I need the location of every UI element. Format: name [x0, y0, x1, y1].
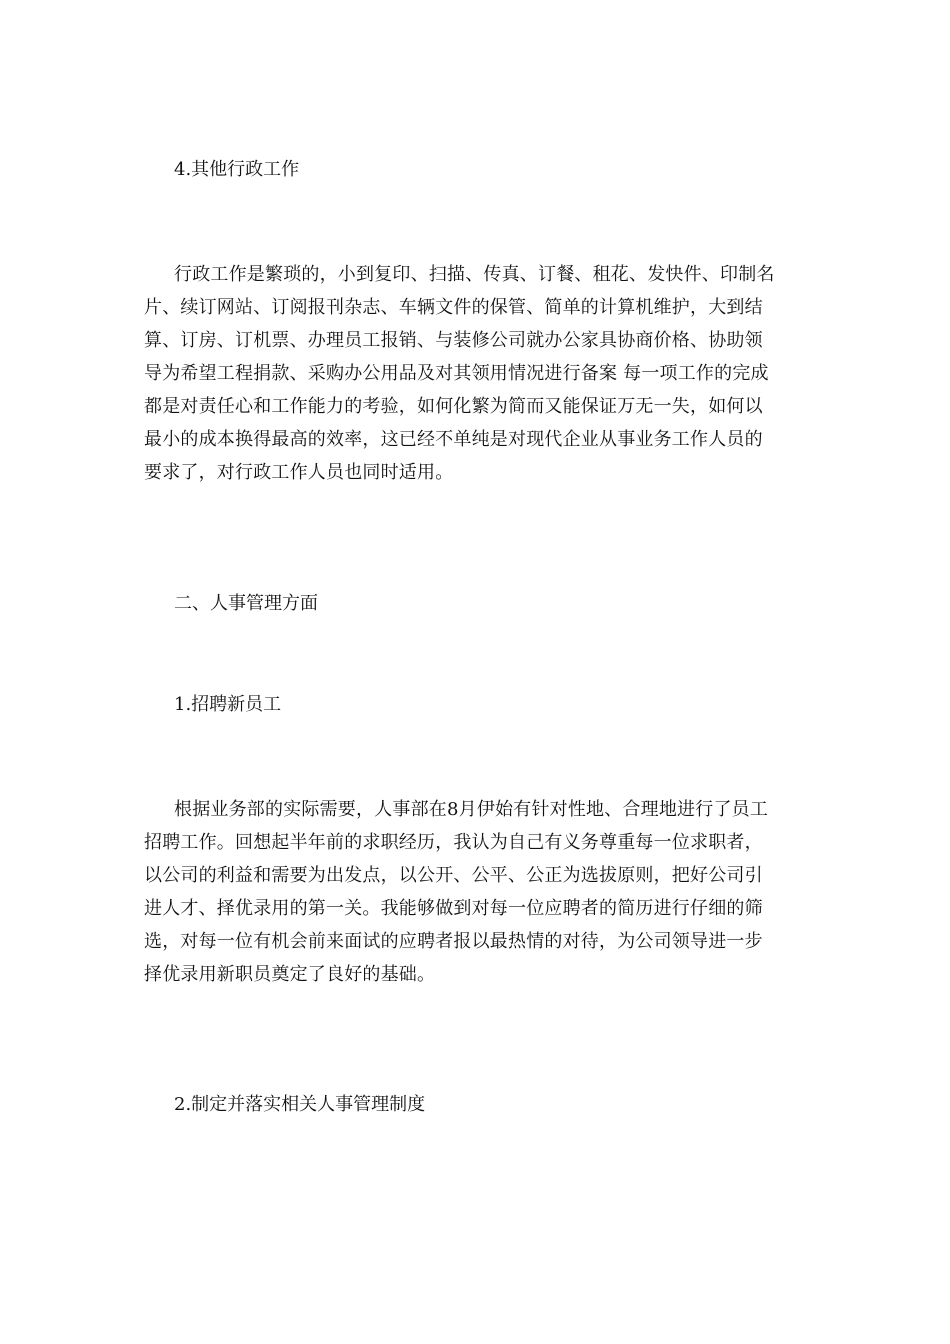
paragraph-line: 招聘工作。回想起半年前的求职经历，我认为自己有义务尊重每一位求职者， — [144, 832, 763, 853]
paragraph-line: 片、续订网站、订阅报刊杂志、车辆文件的保管、简单的计算机维护，大到结 — [144, 297, 763, 318]
heading-hr-policy: 2.制定并落实相关人事管理制度 — [174, 1094, 426, 1115]
heading-recruit-new-staff: 1.招聘新员工 — [174, 694, 282, 715]
paragraph-line: 导为希望工程捐款、采购办公用品及对其领用情况进行备案 每一项工作的完成 — [144, 363, 769, 384]
paragraph-admin-work — [144, 258, 806, 489]
paragraph-line: 都是对责任心和工作能力的考验，如何化繁为简而又能保证万无一失，如何以 — [144, 396, 763, 417]
heading-other-admin-work: 4.其他行政工作 — [174, 159, 300, 180]
paragraph-line: 选，对每一位有机会前来面试的应聘者报以最热情的对待，为公司领导进一步 — [144, 931, 763, 952]
paragraph-line: 根据业务部的实际需要，人事部在8月伊始有针对性地、合理地进行了员工 — [174, 799, 769, 820]
paragraph-line: 进人才、择优录用的第一关。我能够做到对每一位应聘者的简历进行仔细的筛 — [144, 898, 763, 919]
paragraph-line: 以公司的利益和需要为出发点，以公开、公平、公正为选拔原则，把好公司引 — [144, 865, 763, 886]
section-heading-hr-management: 二、人事管理方面 — [174, 593, 318, 614]
paragraph-line: 最小的成本换得最高的效率，这已经不单纯是对现代企业从事业务工作人员的 — [144, 429, 763, 450]
paragraph-line: 择优录用新职员奠定了良好的基础。 — [144, 964, 436, 985]
paragraph-line: 算、订房、订机票、办理员工报销、与装修公司就办公家具协商价格、协助领 — [144, 330, 763, 351]
paragraph-line: 行政工作是繁琐的，小到复印、扫描、传真、订餐、租花、发快件、印制名 — [174, 264, 775, 285]
paragraph-line: 要求了，对行政工作人员也同时适用。 — [144, 462, 454, 483]
paragraph-recruitment — [144, 793, 806, 991]
